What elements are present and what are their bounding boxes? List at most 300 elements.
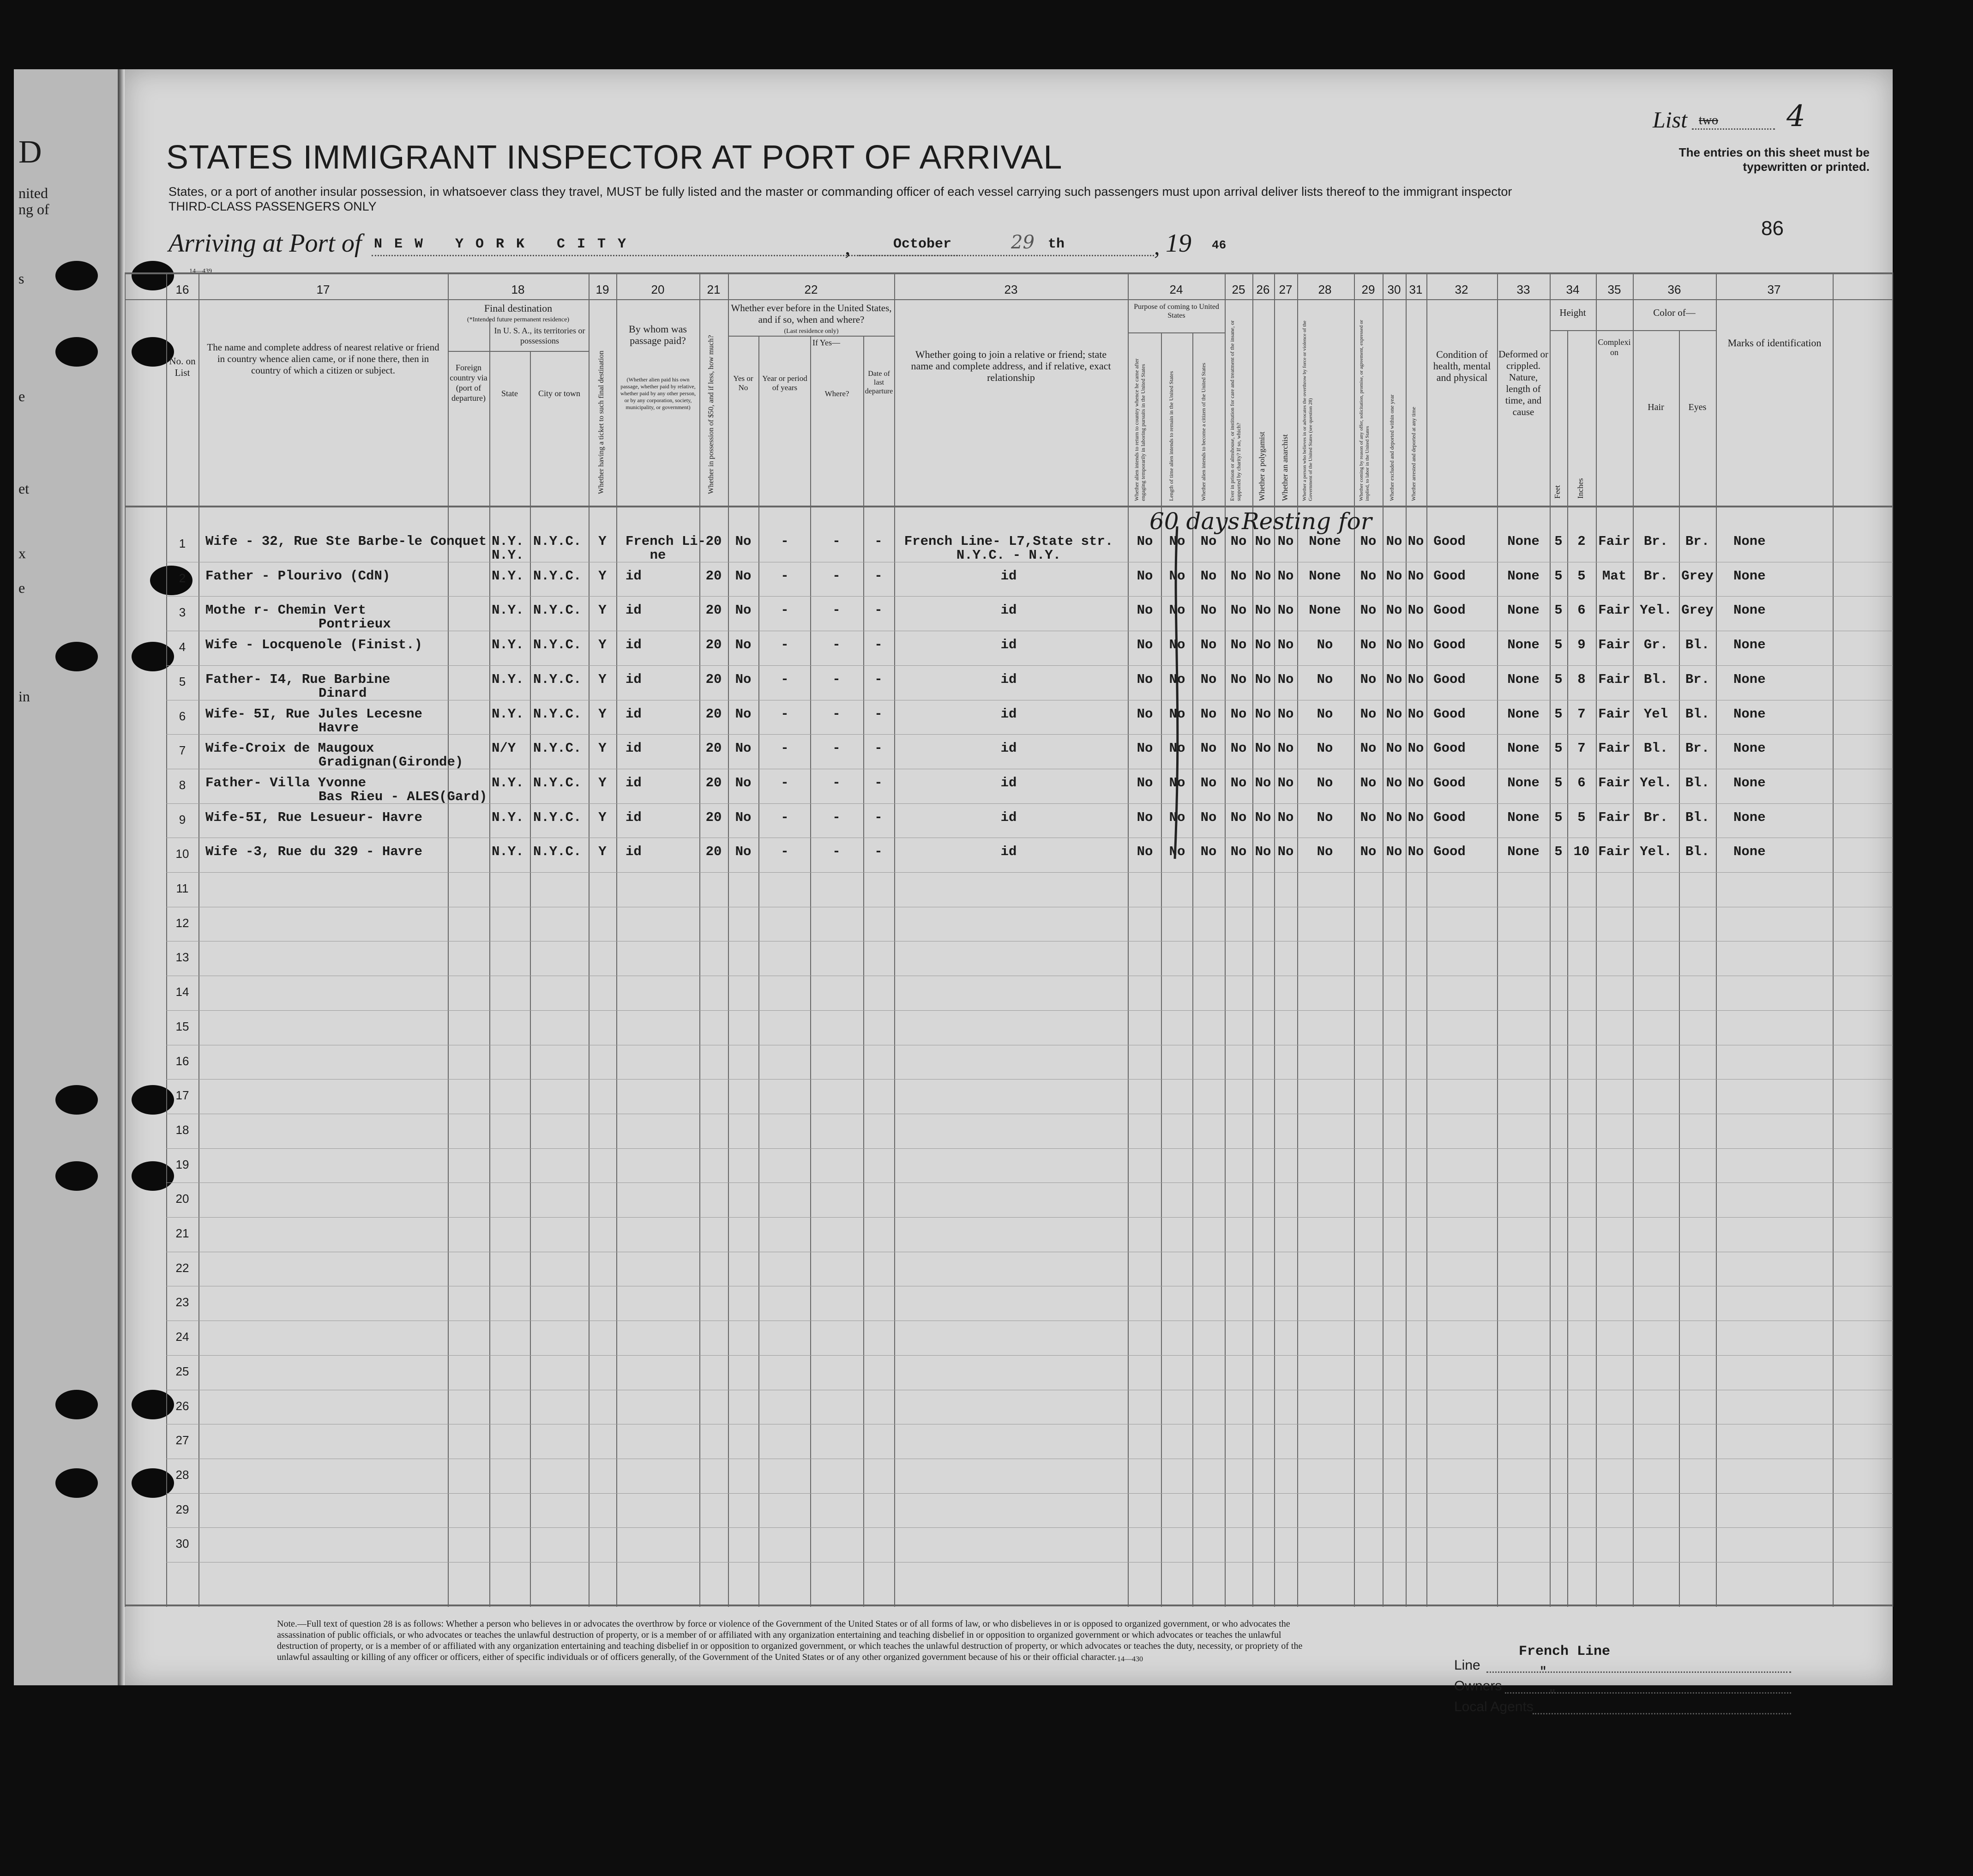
height-feet: 5 [1554, 741, 1563, 756]
destination-state: N.Y. [492, 534, 524, 549]
agents-fill [1533, 1713, 1791, 1714]
column-number: 33 [1516, 283, 1530, 296]
relative-address: Wife- 5I, Rue Jules Lecesne [205, 706, 422, 722]
column-rule [1297, 272, 1298, 1607]
row-number: 9 [179, 812, 186, 826]
row-number: 18 [175, 1122, 189, 1137]
height-inches: 2 [1577, 534, 1586, 549]
anarchist-answer: No [1277, 706, 1294, 722]
purpose-return: No [1137, 603, 1153, 618]
purpose-length: No [1169, 706, 1185, 722]
column-rule [699, 272, 700, 1607]
punch-hole [55, 1390, 98, 1419]
column-rule [1497, 272, 1498, 1607]
column-number-rule [125, 299, 1893, 300]
complexion-value: Fair [1598, 844, 1630, 860]
question-29-answer: No [1360, 844, 1377, 860]
prior-period: - [781, 809, 789, 825]
column-number: 35 [1607, 283, 1621, 296]
row-rule [166, 665, 1893, 666]
before-in-us: No [735, 809, 752, 825]
health-condition: Good [1433, 706, 1466, 722]
prison-answer: No [1230, 534, 1247, 549]
last-departure: - [874, 534, 883, 549]
identification-marks: None [1733, 844, 1766, 860]
prior-period: - [781, 706, 789, 722]
column-number: 37 [1767, 283, 1781, 296]
left-page-fragment: ng of [18, 201, 49, 217]
purpose-length: No [1169, 637, 1185, 653]
owners-value: " [1540, 1665, 1547, 1678]
row-number: 21 [175, 1226, 189, 1240]
last-departure: - [874, 741, 883, 756]
column-rule [125, 272, 126, 1607]
complexion-value: Fair [1598, 706, 1630, 722]
purpose-return: No [1137, 775, 1153, 790]
anarchist-answer: No [1277, 741, 1294, 756]
header-before-us: Whether ever before in the United States, and if so, when and where? [731, 302, 892, 325]
prior-where: - [832, 741, 841, 756]
destination-state: N.Y. [492, 706, 524, 722]
identification-marks: None [1733, 603, 1766, 618]
prior-period: - [781, 637, 789, 653]
purpose-citizen: No [1200, 568, 1217, 584]
deformity: None [1507, 741, 1540, 756]
row-rule [166, 1079, 1893, 1080]
question-28-answer: No [1317, 671, 1333, 687]
polygamist-answer: No [1255, 534, 1271, 549]
question-31-answer: No [1408, 534, 1424, 549]
health-condition: Good [1433, 534, 1466, 549]
joining-relative: id [1000, 603, 1017, 618]
money-amount: 20 [705, 844, 722, 860]
row-rule [166, 872, 1893, 873]
anarchist-answer: No [1277, 671, 1294, 687]
column-number: 23 [1004, 283, 1018, 296]
punch-hole [55, 1468, 98, 1498]
left-page-fragment: x [18, 545, 26, 561]
deformity: None [1507, 671, 1540, 687]
column-rule [1679, 330, 1680, 1607]
deformity: None [1507, 568, 1540, 584]
purpose-return: No [1137, 844, 1153, 860]
prior-period: - [781, 568, 789, 584]
relative-address-line2: Gradignan(Gironde) [319, 754, 463, 770]
header-purpose: Purpose of coming to United States [1134, 303, 1219, 320]
column-rule [1550, 272, 1551, 1607]
row-number: 28 [175, 1467, 189, 1482]
joining-relative: id [1000, 637, 1017, 653]
row-number: 10 [175, 847, 189, 861]
column-rule [1633, 272, 1634, 1607]
height-feet: 5 [1554, 809, 1563, 825]
money-amount: 20 [705, 568, 722, 584]
destination-city: N.Y.C. [533, 706, 582, 722]
row-rule [166, 734, 1893, 735]
passage-paid-by: id [626, 671, 642, 687]
height-inches: 9 [1577, 637, 1586, 653]
question-28-answer: No [1317, 741, 1333, 756]
column-number: 25 [1232, 283, 1245, 296]
column-number: 20 [651, 283, 665, 296]
question-30-answer: No [1386, 741, 1402, 756]
passage-paid-by: id [626, 775, 642, 790]
prior-where: - [832, 706, 841, 722]
left-page-fragment: nited [18, 185, 48, 201]
prior-where: - [832, 534, 841, 549]
column-number: 16 [175, 283, 189, 296]
header-eyes: Eyes [1688, 402, 1707, 412]
header-color-of: Color of— [1653, 307, 1696, 318]
form-instruction: States, or a port of another insular possession, in whatsoever class they travel, MUST be fully listed and the master or commanding officer of each vessel carrying such passengers must upon arrival deliver lists thereof to the immigrant inspector [168, 185, 1512, 199]
purpose-length: No [1169, 568, 1185, 584]
column-rule [1833, 272, 1834, 1607]
question-30-answer: No [1386, 671, 1402, 687]
row-rule [166, 1527, 1893, 1528]
header-joining: Whether going to join a relative or friend; state name and complete address, and if relative, exact relationship [911, 349, 1111, 383]
destination-state: N.Y. [492, 775, 524, 790]
agents-label: Local Agents [1454, 1699, 1534, 1714]
purpose-citizen: No [1200, 671, 1217, 687]
purpose-citizen: No [1200, 775, 1217, 790]
relative-address-line2: Bas Rieu - ALES(Gard) [319, 789, 487, 804]
table-bottom-rule [125, 1605, 1893, 1606]
row-rule [166, 1182, 1893, 1183]
row-number: 17 [175, 1088, 189, 1103]
prison-answer: No [1230, 775, 1247, 790]
anarchist-answer: No [1277, 809, 1294, 825]
height-feet: 5 [1554, 671, 1563, 687]
relative-address-line2: Havre [319, 720, 359, 736]
question-29-answer: No [1360, 603, 1377, 618]
height-feet: 5 [1554, 637, 1563, 653]
column-rule [1596, 272, 1597, 1607]
anarchist-answer: No [1277, 637, 1294, 653]
passage-paid-by: id [626, 637, 642, 653]
column-rule [728, 272, 729, 1607]
column-rule [1716, 272, 1717, 1607]
punch-hole [55, 1161, 98, 1191]
line-value: French Line [1519, 1644, 1611, 1659]
column-number: 32 [1455, 283, 1468, 296]
header-relative: The name and complete address of nearest relative or friend in country whence alien came, or if none there, then in country of which a citizen or subject. [207, 342, 439, 376]
passenger-class: THIRD-CLASS PASSENGERS ONLY [168, 199, 377, 213]
header-prison: Ever in prison or almshouse, or institution for care and treatment of the insane, or supported by charity? If so, which? [1229, 320, 1242, 501]
polygamist-answer: No [1255, 775, 1271, 790]
joining-relative: id [1000, 741, 1017, 756]
passage-paid-by: id [626, 603, 642, 618]
column-number: 24 [1169, 283, 1183, 296]
eye-color: Br. [1685, 741, 1710, 756]
complexion-value: Fair [1598, 637, 1630, 653]
question-31-answer: No [1408, 741, 1424, 756]
column-rule [1252, 272, 1253, 1607]
column-number: 17 [316, 283, 330, 296]
relative-address: Wife-5I, Rue Lesueur- Havre [205, 809, 422, 825]
header-passage: By whom was passage paid? [629, 323, 687, 346]
height-inches: 5 [1577, 568, 1586, 584]
list-number: 4 [1787, 99, 1805, 133]
column-rule [530, 351, 531, 1607]
prior-where: - [832, 568, 841, 584]
column-rule [1892, 272, 1893, 1607]
row-number: 8 [179, 778, 186, 792]
final-dest-subrule [448, 351, 589, 352]
relative-address-line2: Dinard [319, 685, 367, 701]
column-rule [863, 336, 864, 1607]
health-condition: Good [1433, 637, 1466, 653]
destination-state: N.Y. [492, 603, 524, 618]
header-inches: Inches [1576, 478, 1585, 499]
prison-answer: No [1230, 809, 1247, 825]
owners-label: Owners [1454, 1678, 1502, 1694]
color-subrule [1633, 330, 1716, 331]
joining-relative: id [1000, 809, 1017, 825]
purpose-return: No [1137, 534, 1153, 549]
destination-state: N.Y. [492, 671, 524, 687]
destination-state: N.Y. [492, 568, 524, 584]
arrival-month: October [893, 236, 952, 252]
header-passage-note: (Whether alien paid his own passage, whether paid by relative, whether paid by any other person, or by any corporation, society, municipality, or government) [620, 376, 696, 410]
height-feet: 5 [1554, 603, 1563, 618]
punch-hole [55, 337, 98, 367]
eye-color: Bl. [1685, 775, 1710, 790]
joining-relative: French Line- L7,State str. [904, 534, 1113, 549]
polygamist-answer: No [1255, 741, 1271, 756]
ticket-answer: Y [598, 671, 607, 687]
ticket-answer: Y [598, 603, 607, 618]
before-in-us: No [735, 741, 752, 756]
prior-where: - [832, 775, 841, 790]
ticket-answer: Y [598, 534, 607, 549]
passage-paid-by: id [626, 809, 642, 825]
port-name: NEW YORK CITY [374, 236, 638, 252]
eye-color: Br. [1685, 534, 1710, 549]
question-28-note: Note.—Full text of question 28 is as follows: Whether a person who believes in or advocates the overthrow by force or violence of the Government of the United States or of all forms of law, or who disbelieves in or is opposed to organized government, or who advocates the assassination of public officials, or who advocates or teaches the unlawful destruction of property, or is a member of or affiliated with any organization entertaining and teaching disbelief in or opposition to organized government or which advocates or teaches the unlawful destruction of property, or is a member of or affiliated with any organization entertaining and teaching disbelief in or opposition to organized government, or which teaches the unlawful destruction of property, or which advocates or teaches the duty, necessity, or propriety of the unlawful assaulting or killing of any officer or officers, either of specific individuals or of officers generally, of the Government of the United States or of any other organized government because of his or their official character. [277, 1619, 1303, 1662]
prior-period: - [781, 534, 789, 549]
passage-paid-by: id [626, 568, 642, 584]
polygamist-answer: No [1255, 671, 1271, 687]
before-in-us: No [735, 671, 752, 687]
column-rule [1354, 272, 1355, 1607]
header-departure: Date of last departure [865, 370, 893, 395]
header-state: State [501, 389, 518, 398]
passage-paid-by: id [626, 741, 642, 756]
comma: , [1154, 234, 1160, 259]
purpose-citizen: No [1200, 534, 1217, 549]
list-fill-line [1692, 128, 1775, 130]
money-amount: 20 [705, 603, 722, 618]
year-prefix: 19 [1166, 229, 1191, 258]
last-departure: - [874, 775, 883, 790]
polygamist-answer: No [1255, 603, 1271, 618]
arriving-label: Arriving at Port of [168, 229, 362, 258]
question-31-answer: No [1408, 809, 1424, 825]
left-page-fragment: e [18, 388, 25, 404]
identification-marks: None [1733, 671, 1766, 687]
question-30-answer: No [1386, 637, 1402, 653]
handwritten-resting: Resting for [1242, 508, 1372, 535]
complexion-value: Fair [1598, 809, 1630, 825]
hair-color: Yel. [1640, 844, 1672, 860]
left-page-fragment: et [18, 480, 30, 497]
header-fifty-dollars: Whether in possession of $50, and if less, how much? [707, 335, 715, 494]
joining-relative: id [1000, 568, 1017, 584]
eye-color: Grey [1681, 568, 1714, 584]
hair-color: Yel. [1640, 775, 1672, 790]
last-departure: - [874, 568, 883, 584]
deformity: None [1507, 844, 1540, 860]
height-inches: 8 [1577, 671, 1586, 687]
complexion-value: Fair [1598, 671, 1630, 687]
anarchist-answer: No [1277, 603, 1294, 618]
question-31-answer: No [1408, 603, 1424, 618]
year-value: 46 [1212, 238, 1227, 252]
joining-relative: id [1000, 706, 1017, 722]
relative-address: Father- Villa Yvonne [205, 775, 367, 790]
anarchist-answer: No [1277, 775, 1294, 790]
row-number: 20 [175, 1192, 189, 1206]
last-departure: - [874, 603, 883, 618]
question-29-answer: No [1360, 534, 1377, 549]
relative-address: Wife -3, Rue du 329 - Havre [205, 844, 422, 860]
purpose-citizen: No [1200, 844, 1217, 860]
question-29-answer: No [1360, 706, 1377, 722]
prior-period: - [781, 741, 789, 756]
row-number: 19 [175, 1157, 189, 1171]
height-inches: 7 [1577, 706, 1586, 722]
table-top-rule [125, 272, 1893, 274]
purpose-return: No [1137, 809, 1153, 825]
column-rule [894, 272, 895, 1607]
prior-where: - [832, 809, 841, 825]
question-28-answer: No [1317, 809, 1333, 825]
question-28-answer: None [1309, 534, 1341, 549]
prior-period: - [781, 844, 789, 860]
header-polygamist: Whether a polygamist [1257, 431, 1266, 501]
deformity: None [1507, 603, 1540, 618]
destination-city: N.Y.C. [533, 809, 582, 825]
health-condition: Good [1433, 844, 1466, 860]
column-rule [616, 272, 617, 1607]
last-departure: - [874, 671, 883, 687]
row-rule [166, 596, 1893, 597]
destination-state: N/Y [492, 741, 516, 756]
question-30-answer: No [1386, 568, 1402, 584]
ticket-answer: Y [598, 706, 607, 722]
row-number: 30 [175, 1537, 189, 1551]
prior-where: - [832, 637, 841, 653]
header-purpose-length: Length of time alien intends to remain in the United States [1168, 371, 1174, 501]
prison-answer: No [1230, 844, 1247, 860]
health-condition: Good [1433, 809, 1466, 825]
complexion-value: Fair [1598, 603, 1630, 618]
hair-color: Bl. [1643, 671, 1668, 687]
row-number: 24 [175, 1330, 189, 1344]
column-number: 21 [707, 283, 721, 296]
row-rule [166, 1217, 1893, 1218]
form-number: 14—430 [1117, 1655, 1143, 1663]
polygamist-answer: No [1255, 637, 1271, 653]
destination-state-line2: N.Y. [492, 548, 524, 563]
column-rule [448, 272, 449, 1607]
purpose-length: No [1169, 809, 1185, 825]
previous-page-border [14, 69, 119, 1685]
header-where: Where? [824, 389, 849, 398]
purpose-length: No [1169, 603, 1185, 618]
polygamist-answer: No [1255, 568, 1271, 584]
form-tag: 14—439 [189, 268, 212, 275]
prison-answer: No [1230, 706, 1247, 722]
question-29-answer: No [1360, 775, 1377, 790]
header-question-28: Whether a person who believes in or advocates the overthrow by force or violence of the Government of the United States (see question 28) [1302, 320, 1313, 501]
destination-city: N.Y.C. [533, 568, 582, 584]
passage-paid-by: id [626, 706, 642, 722]
prison-answer: No [1230, 741, 1247, 756]
owners-fill [1505, 1692, 1791, 1694]
relative-address: Father- I4, Rue Barbine [205, 671, 391, 687]
column-rule [1426, 272, 1427, 1607]
destination-state: N.Y. [492, 637, 524, 653]
purpose-length: No [1169, 844, 1185, 860]
health-condition: Good [1433, 741, 1466, 756]
row-number: 6 [179, 709, 186, 723]
punch-hole [55, 1085, 98, 1115]
health-condition: Good [1433, 671, 1466, 687]
column-number: 22 [804, 283, 818, 296]
hair-color: Yel [1643, 706, 1668, 722]
row-number: 11 [176, 881, 189, 895]
question-30-answer: No [1386, 844, 1402, 860]
hair-color: Yel. [1640, 603, 1672, 618]
question-31-answer: No [1408, 706, 1424, 722]
polygamist-answer: No [1255, 809, 1271, 825]
header-yes-no: Yes or No [733, 374, 753, 392]
row-number: 22 [175, 1261, 189, 1275]
eye-color: Bl. [1685, 844, 1710, 860]
passage-paid-by: id [626, 844, 642, 860]
relative-address: Father - Plourivo (CdN) [205, 568, 391, 584]
header-period: Year or period of years [762, 374, 807, 392]
prior-where: - [832, 844, 841, 860]
identification-marks: None [1733, 775, 1766, 790]
money-amount: 20 [705, 741, 722, 756]
identification-marks: None [1733, 741, 1766, 756]
height-feet: 5 [1554, 534, 1563, 549]
row-number: 4 [179, 640, 186, 654]
height-inches: 5 [1577, 809, 1586, 825]
left-page-fragment: D [18, 134, 42, 170]
health-condition: Good [1433, 568, 1466, 584]
height-inches: 10 [1573, 844, 1590, 860]
hair-color: Br. [1643, 809, 1668, 825]
column-number: 29 [1361, 283, 1375, 296]
purpose-length: No [1169, 741, 1185, 756]
purpose-return: No [1137, 637, 1153, 653]
header-anarchist: Whether an anarchist [1281, 434, 1289, 501]
row-number: 12 [175, 916, 189, 930]
before-in-us: No [735, 534, 752, 549]
before-in-us: No [735, 706, 752, 722]
header-purpose-citizen: Whether alien intends to become a citizen of the United States [1200, 362, 1207, 501]
row-rule [166, 1493, 1893, 1494]
row-number: 14 [175, 985, 189, 999]
height-feet: 5 [1554, 844, 1563, 860]
eye-color: Bl. [1685, 637, 1710, 653]
money-amount: 20 [705, 637, 722, 653]
relative-address: Wife-Croix de Maugoux [205, 741, 374, 756]
money-amount: 20 [705, 706, 722, 722]
